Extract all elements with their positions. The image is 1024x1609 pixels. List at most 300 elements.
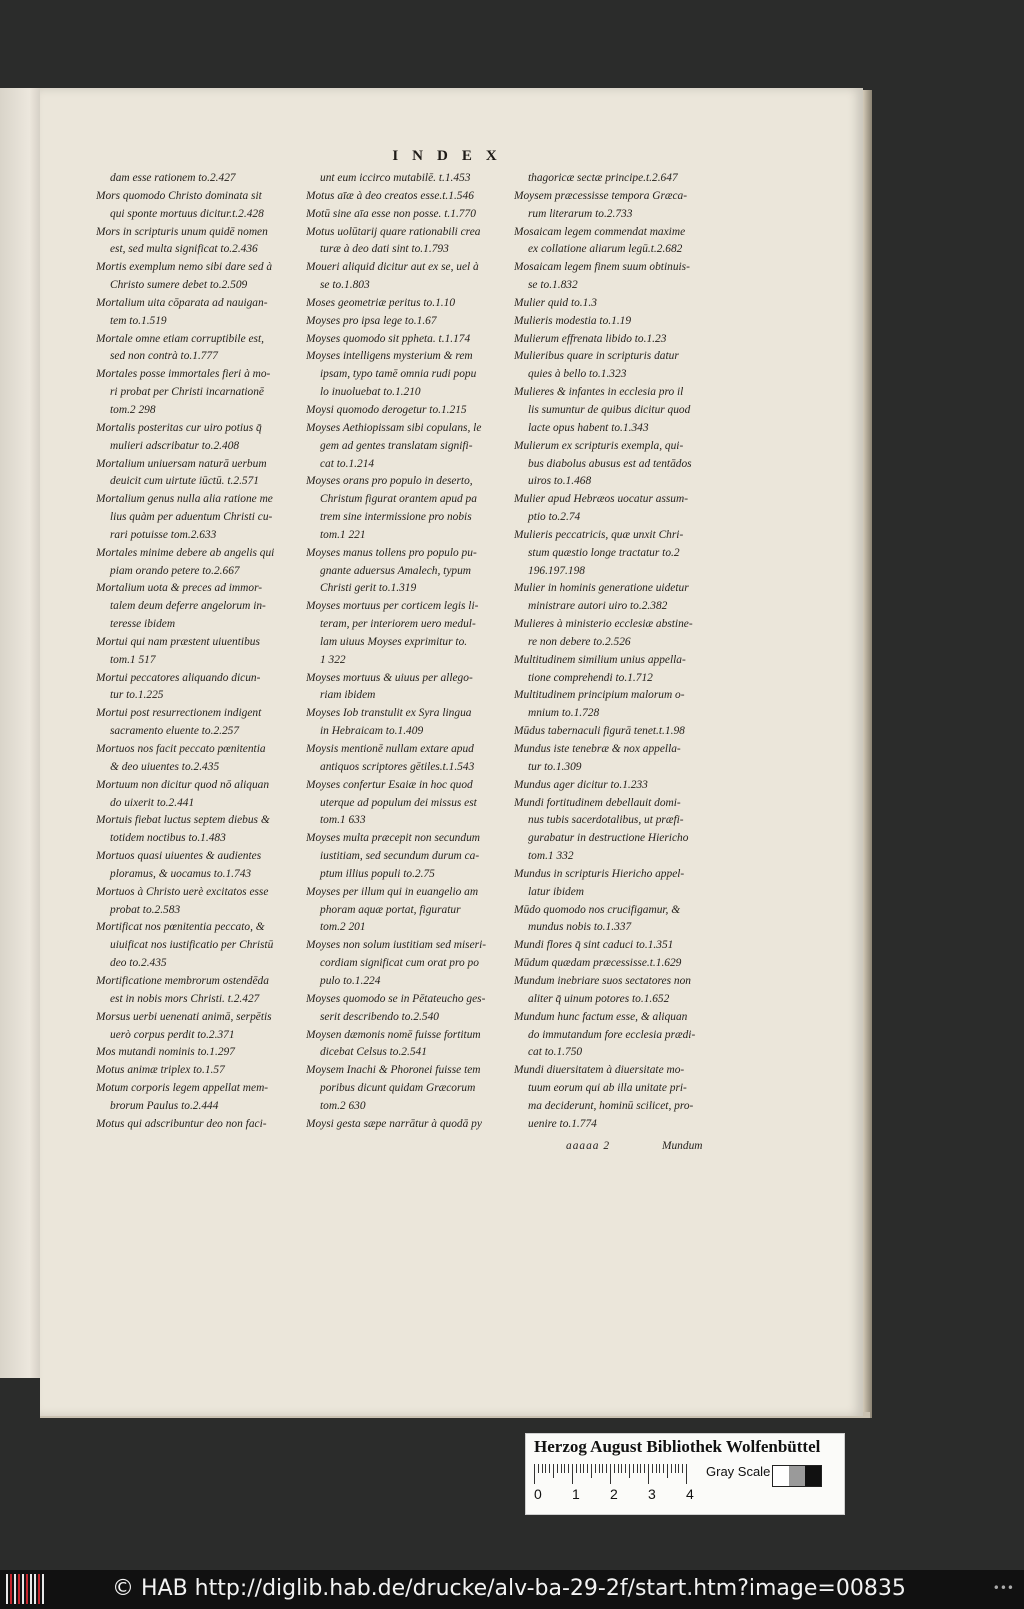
index-entry-line: Mortificat nos pœnitentia peccato, & xyxy=(96,921,265,934)
index-entry-line: Moyses quomodo se in Pētateucho ges- xyxy=(306,992,486,1005)
index-entry-line: aliter q̄ uinum potores to.1.652 xyxy=(528,992,670,1005)
index-entry xyxy=(514,331,712,349)
index-entry-line: Mundum inebriare suos sectatores non xyxy=(514,974,691,987)
index-entry xyxy=(306,170,504,188)
copyright-url[interactable]: © HAB http://diglib.hab.de/drucke/alv-ba-29-2f/start.htm?image=00835 xyxy=(112,1576,906,1601)
scale-tick xyxy=(644,1464,645,1473)
index-entry xyxy=(306,884,504,938)
index-entry-line: gem ad gentes translatam signifi- xyxy=(320,439,473,452)
index-entry-line: Mundi diuersitatem à diuersitate mo- xyxy=(514,1064,685,1077)
scale-tick xyxy=(553,1464,554,1478)
index-entry-line: Moysi gesta sæpe narrātur à quodā py xyxy=(306,1117,482,1130)
index-entry-line: Mundus in scripturis Hiericho appel- xyxy=(514,867,685,880)
index-entry xyxy=(514,955,712,973)
index-entry xyxy=(306,830,504,884)
index-entry-line: tom.1 221 xyxy=(320,528,366,541)
scale-tick xyxy=(618,1464,619,1473)
index-entry-line: tom.1 517 xyxy=(110,653,156,666)
index-entry-line: trem sine intermissione pro nobis xyxy=(320,511,472,524)
index-entry-line: cat to.1.214 xyxy=(320,457,375,470)
index-entry-line: Mortui qui nam præstent uiuentibus xyxy=(96,635,260,648)
index-entry xyxy=(306,670,504,706)
index-entry xyxy=(96,1080,294,1116)
index-entry xyxy=(96,634,294,670)
index-entry xyxy=(306,705,504,741)
index-entry-line: Mortale omne etiam corruptibile est, xyxy=(96,332,264,345)
index-entry xyxy=(306,937,504,991)
index-entry xyxy=(514,937,712,955)
index-entry xyxy=(514,741,712,777)
index-entry-line: antiquos scriptores gētiles.t.1.543 xyxy=(320,760,475,773)
index-entry-line: uterque ad populum dei missus est xyxy=(320,796,477,809)
scale-tick xyxy=(595,1464,596,1473)
index-entry xyxy=(96,188,294,224)
scale-tick xyxy=(640,1464,641,1473)
index-entry-line: Mulierum effrenata libido to.1.23 xyxy=(514,332,667,345)
index-entry xyxy=(306,402,504,420)
index-entry-line: ptio to.2.74 xyxy=(528,511,581,524)
scale-tick xyxy=(599,1464,600,1473)
index-entry-line: tione comprehendi to.1.712 xyxy=(528,671,653,684)
index-entry-line: Christum figurat orantem apud pa xyxy=(320,493,477,506)
index-entry xyxy=(306,313,504,331)
index-entry-line: Motus qui adscribuntur deo non faci- xyxy=(96,1117,267,1130)
index-entry-line: riam ibidem xyxy=(320,689,376,702)
index-entry-line: Mortificatione membrorum ostendēda xyxy=(96,974,269,987)
index-entry-line: Mundi flores q̄ sint caduci to.1.351 xyxy=(514,939,674,952)
index-entry-line: est in nobis mors Christi. t.2.427 xyxy=(110,992,260,1005)
index-entry xyxy=(306,331,504,349)
index-entry-line: lacte opus habent to.1.343 xyxy=(528,421,649,434)
scale-tick xyxy=(610,1464,611,1484)
index-entry-line: Mulieres à ministerio ecclesiæ abstine- xyxy=(514,618,693,631)
index-entry-line: Mortales posse immortales fieri à mo- xyxy=(96,368,271,381)
index-entry-line: Mulieris modestia to.1.19 xyxy=(514,314,632,327)
index-entry-line: piam orando petere to.2.667 xyxy=(110,564,240,577)
index-entry-line: Mulier apud Hebræos uocatur assum- xyxy=(514,493,689,506)
index-entry-line: qui sponte mortuus dicitur.t.2.428 xyxy=(110,207,264,220)
index-entry-line: mundus nobis to.1.337 xyxy=(528,921,632,934)
index-entry xyxy=(96,580,294,634)
scale-tick xyxy=(561,1464,562,1473)
index-entry-line: Motus animæ triplex to.1.57 xyxy=(96,1064,225,1077)
index-entry xyxy=(306,224,504,260)
gray-scale-label: Gray Scale xyxy=(706,1464,771,1479)
index-entry-line: latur ibidem xyxy=(528,885,585,898)
index-entry-line: Moyses mortuus per corticem legis li- xyxy=(306,600,479,613)
index-entry xyxy=(96,1044,294,1062)
index-entry xyxy=(96,741,294,777)
index-entry-line: Mors in scripturis unum quidē nomen xyxy=(96,225,268,238)
index-entry xyxy=(514,313,712,331)
index-entry-line: Moueri aliquid dicitur aut ex se, uel à xyxy=(306,261,479,274)
scale-tick xyxy=(564,1464,565,1473)
index-entry xyxy=(514,616,712,652)
index-entry xyxy=(514,902,712,938)
index-entry-line: Moses geometriæ peritus to.1.10 xyxy=(306,296,456,309)
index-column-2 xyxy=(306,170,504,1134)
index-entry-line: Christo sumere debet to.2.509 xyxy=(110,279,248,292)
index-entry xyxy=(306,206,504,224)
index-entry xyxy=(96,848,294,884)
index-entry-line: stum quæstio longe tractatur to.2 xyxy=(528,546,680,559)
index-entry-line: do immutandum fore ecclesia prædi- xyxy=(528,1028,696,1041)
index-entry xyxy=(96,456,294,492)
scale-tick xyxy=(633,1464,634,1473)
index-entry xyxy=(306,1062,504,1116)
index-entry xyxy=(514,973,712,1009)
index-entry-line: gnante aduersus Amalech, typum xyxy=(320,564,472,577)
index-entry-line: ex collatione aliarum legū.t.2.682 xyxy=(528,243,683,256)
scale-tick xyxy=(637,1464,638,1473)
index-entry-line: Mūdo quomodo nos crucifigamur, & xyxy=(514,903,681,916)
index-entry xyxy=(96,884,294,920)
index-entry-line: Mosaicam legem commendat maxime xyxy=(514,225,686,238)
index-entry xyxy=(514,866,712,902)
index-entry-line: Moysem præcessisse tempora Græca- xyxy=(514,189,688,202)
index-entry-line: lis sumuntur de quibus dicitur quod xyxy=(528,403,691,416)
index-entry-line: tom.1 633 xyxy=(320,814,366,827)
index-entry-line: Mortales minime debere ab angelis qui xyxy=(96,546,275,559)
index-entry-line: ipsam, typo tamē omnia rudi popu xyxy=(320,368,477,381)
index-entry-line: poribus dicunt quidam Græcorum xyxy=(320,1082,476,1095)
index-entry xyxy=(96,1009,294,1045)
signature-mark: aaaaa 2 xyxy=(566,1140,611,1152)
index-entry-line: est, sed multa significat to.2.436 xyxy=(110,243,258,256)
index-entry-line: Moyses non solum iustitiam sed miseri- xyxy=(306,939,487,952)
index-entry-line: Motus uolūtarij quare rationabili crea xyxy=(306,225,481,238)
index-entry-line: Mortui post resurrectionem indigent xyxy=(96,707,262,720)
scale-tick xyxy=(682,1464,683,1473)
library-name: Herzog August Bibliothek Wolfenbüttel xyxy=(534,1437,821,1456)
index-entry xyxy=(96,331,294,367)
index-entry xyxy=(306,777,504,831)
index-entry xyxy=(96,670,294,706)
index-entry-line: lo inuoluebat to.1.210 xyxy=(320,386,421,399)
index-entry-line: ptum illius populi to.2.75 xyxy=(320,867,435,880)
index-entry xyxy=(96,295,294,331)
index-entry xyxy=(96,1116,294,1134)
scale-tick xyxy=(580,1464,581,1473)
index-entry-line: uenire to.1.774 xyxy=(528,1117,597,1130)
scale-tick xyxy=(686,1464,687,1484)
scale-tick xyxy=(576,1464,577,1473)
index-entry-line: Moyses Iob transtulit ex Syra lingua xyxy=(306,707,472,720)
index-entry-line: 1 322 xyxy=(320,653,346,666)
index-entry-line: thagoricæ sectæ principe.t.2.647 xyxy=(528,172,678,184)
index-column-1 xyxy=(96,170,294,1134)
index-entry-line: probat to.2.583 xyxy=(110,903,181,916)
index-entry-line: Morsus uerbi uenenati animā, serpētis xyxy=(96,1010,272,1023)
index-entry xyxy=(514,348,712,384)
index-entry-line: re non debere to.2.526 xyxy=(528,635,631,648)
scale-tick xyxy=(606,1464,607,1473)
scale-tick xyxy=(557,1464,558,1473)
index-entry-line: Mos mutandi nominis to.1.297 xyxy=(96,1046,235,1059)
index-entry-line: unt eum iccirco mutabilē. t.1.453 xyxy=(320,172,471,184)
index-entry xyxy=(96,777,294,813)
index-entry xyxy=(96,705,294,741)
index-entry-line: iustitiam, sed secundum durum ca- xyxy=(320,850,480,863)
index-entry xyxy=(306,188,504,206)
index-entry-line: tem to.1.519 xyxy=(110,314,167,327)
index-entry-line: Mortalium uita cōparata ad nauigan- xyxy=(96,296,268,309)
index-entry xyxy=(514,491,712,527)
index-entry-line: brorum Paulus to.2.444 xyxy=(110,1099,219,1112)
index-entry-line: Mulier in hominis generatione uidetur xyxy=(514,582,689,595)
index-entry-line: quies à bello to.1.323 xyxy=(528,368,627,381)
index-entry xyxy=(306,259,504,295)
index-entry-line: ma deciderunt, hominū scilicet, pro- xyxy=(528,1099,694,1112)
index-entry xyxy=(514,224,712,260)
measurement-scale xyxy=(534,1464,694,1484)
index-entry-line: Mortalis posteritas cur uiro potius q̄ xyxy=(96,421,262,434)
index-entry xyxy=(306,420,504,474)
index-entry-line: bus diabolus abusus est ad tentādos xyxy=(528,457,692,470)
index-entry-line: mnium to.1.728 xyxy=(528,707,600,720)
index-entry xyxy=(306,348,504,402)
index-entry xyxy=(96,366,294,420)
scale-tick xyxy=(629,1464,630,1478)
index-entry xyxy=(514,384,712,438)
index-entry-line: teresse ibidem xyxy=(110,618,176,631)
index-entry-line: dam esse rationem to.2.427 xyxy=(110,172,236,184)
index-entry-line: teram, per interiorem uero medul- xyxy=(320,618,476,631)
index-entry-line: Moyses manus tollens pro populo pu- xyxy=(306,546,477,559)
index-entry-line: Moyses confertur Esaiæ in hoc quod xyxy=(306,778,473,791)
index-entry-line: Moyses multa præcepit non secundum xyxy=(306,832,480,845)
index-entry-line: Moysi quomodo derogetur to.1.215 xyxy=(306,403,467,416)
index-entry-line: sacramento eluente to.2.257 xyxy=(110,725,240,738)
index-entry-line: Mortalium uota & preces ad immor- xyxy=(96,582,263,595)
index-entry-line: Mortuos à Christo uerè excitatos esse xyxy=(96,885,269,898)
index-entry-line: deuicit cum uirtute iūctū. t.2.571 xyxy=(110,475,260,488)
index-entry-line: Moyses quomodo sit ppheta. t.1.174 xyxy=(306,332,471,345)
index-entry-line: tom.2 630 xyxy=(320,1099,366,1112)
facing-page-edge xyxy=(0,88,42,1378)
scale-numbers xyxy=(534,1486,714,1504)
scale-tick xyxy=(572,1464,573,1484)
index-entry xyxy=(514,723,712,741)
index-entry-line: phoram aquæ portat, figuratur xyxy=(320,903,461,916)
index-entry-line: Mundum hunc factum esse, & aliquan xyxy=(514,1010,688,1023)
scale-tick xyxy=(678,1464,679,1473)
book-page xyxy=(40,88,863,1416)
index-entry-line: cat to.1.750 xyxy=(528,1046,583,1059)
index-entry xyxy=(514,170,712,188)
index-entry xyxy=(306,741,504,777)
scale-tick xyxy=(545,1464,546,1473)
index-entry-line: & deo uiuentes to.2.435 xyxy=(110,760,220,773)
gray-scale-swatch xyxy=(772,1465,822,1487)
scale-tick xyxy=(648,1464,649,1484)
index-entry xyxy=(514,295,712,313)
scale-tick xyxy=(538,1464,539,1473)
scale-tick xyxy=(568,1464,569,1473)
index-entry-line: Mulieris peccatricis, quæ unxit Chri- xyxy=(514,528,684,541)
index-entry-line: dicebat Celsus to.2.541 xyxy=(320,1046,427,1059)
index-entry-line: nus tubis sacerdotalibus, ut præfi- xyxy=(528,814,684,827)
index-entry xyxy=(306,545,504,599)
index-entry xyxy=(514,652,712,688)
index-entry xyxy=(96,491,294,545)
catchword: Mundum xyxy=(662,1140,703,1152)
scale-tick xyxy=(591,1464,592,1478)
index-entry xyxy=(306,1116,504,1134)
scale-tick xyxy=(583,1464,584,1473)
index-entry-line: Mortuos quasi uiuentes & audientes xyxy=(96,850,262,863)
index-entry-line: se to.1.832 xyxy=(528,279,578,292)
scale-tick xyxy=(587,1464,588,1473)
more-icon[interactable]: ••• xyxy=(992,1581,1014,1595)
index-entry-line: uerò corpus perdit to.2.371 xyxy=(110,1028,235,1041)
index-entry xyxy=(96,170,294,188)
scale-tick xyxy=(667,1464,668,1478)
index-entry-line: serit describendo to.2.540 xyxy=(320,1010,439,1023)
index-entry-line: Mundus ager dicitur to.1.233 xyxy=(514,778,648,791)
index-entry-line: rum literarum to.2.733 xyxy=(528,207,633,220)
index-entry xyxy=(514,527,712,581)
index-entry-line: Mūdum quædam præcessisse.t.1.629 xyxy=(514,957,682,970)
page-title: INDEX xyxy=(392,148,511,164)
index-entry-line: tom.2 201 xyxy=(320,921,366,934)
index-entry xyxy=(514,259,712,295)
scale-number: 0 xyxy=(534,1486,542,1502)
index-entry-line: uiuificat nos iustificatio per Christū xyxy=(110,939,274,952)
scale-tick xyxy=(656,1464,657,1473)
index-entry xyxy=(96,545,294,581)
index-entry xyxy=(306,991,504,1027)
index-entry-line: Mortuum non dicitur quod nō aliquan xyxy=(96,778,270,791)
index-entry xyxy=(514,1009,712,1063)
scale-number: 4 xyxy=(686,1486,694,1502)
scale-number: 1 xyxy=(572,1486,580,1502)
index-entry xyxy=(514,580,712,616)
index-entry-line: Moyses orans pro populo in deserto, xyxy=(306,475,473,488)
index-entry-line: Mulierum ex scripturis exempla, qui- xyxy=(514,439,684,452)
index-entry-line: lam uiuus Moyses exprimitur to. xyxy=(320,635,468,648)
index-entry-line: Motus aīæ à deo creatos esse.t.1.546 xyxy=(306,189,474,202)
index-entry-line: tur to.1.309 xyxy=(528,760,582,773)
index-entry-line: tur to.1.225 xyxy=(110,689,164,702)
index-entry-line: in Hebraicam to.1.409 xyxy=(320,725,424,738)
index-entry-line: se to.1.803 xyxy=(320,279,370,292)
index-entry-line: tom.2 298 xyxy=(110,403,156,416)
index-entry-line: tuum eorum qui ab illa unitate pri- xyxy=(528,1082,687,1095)
scale-tick xyxy=(542,1464,543,1473)
index-entry xyxy=(514,687,712,723)
index-entry xyxy=(306,598,504,669)
index-entry-line: Mundi fortitudinem debellauit domi- xyxy=(514,796,681,809)
index-entry-line: Mortis exemplum nemo sibi dare sed à xyxy=(96,261,273,274)
index-entry-line: ri probat per Christi incarnationē xyxy=(110,386,264,399)
index-entry-line: Christi gerit to.1.319 xyxy=(320,582,417,595)
scale-tick xyxy=(534,1464,535,1484)
scale-tick xyxy=(675,1464,676,1473)
scale-tick xyxy=(659,1464,660,1473)
scale-number: 2 xyxy=(610,1486,618,1502)
scale-number: 3 xyxy=(648,1486,656,1502)
index-entry xyxy=(96,919,294,973)
color-reference-card xyxy=(525,1433,845,1515)
index-entry-line: Mortalium genus nulla alia ratione me xyxy=(96,493,273,506)
index-entry xyxy=(514,188,712,224)
index-entry-line: Moyses mortuus & uiuus per allego- xyxy=(306,671,473,684)
index-entry-line: turæ à deo dati sint to.1.793 xyxy=(320,243,449,256)
scale-tick xyxy=(621,1464,622,1473)
scale-tick xyxy=(671,1464,672,1473)
index-entry xyxy=(514,1062,712,1133)
index-entry-line: Mundus iste tenebræ & nox appella- xyxy=(514,743,681,755)
index-entry xyxy=(514,795,712,866)
index-entry xyxy=(514,438,712,492)
index-entry-line: tom.1 332 xyxy=(528,850,574,863)
scale-tick xyxy=(602,1464,603,1473)
index-entry-line: Mortui peccatores aliquando dicun- xyxy=(96,671,261,684)
index-entry-line: Moyses Aethiopissam sibi copulans, le xyxy=(306,421,482,434)
index-entry-line: Mortuos nos facit peccato pœnitentia xyxy=(96,743,266,755)
index-entry-line: rari potuisse tom.2.633 xyxy=(110,528,217,541)
index-entry-line: Motum corporis legem appellat mem- xyxy=(96,1082,269,1095)
index-entry-line: Mulieres & infantes in ecclesia pro il xyxy=(514,386,684,399)
index-entry-line: Mors quomodo Christo dominata sit xyxy=(96,189,262,202)
index-entry-line: sed non contrà to.1.777 xyxy=(110,350,218,363)
hab-logo-icon xyxy=(6,1574,44,1604)
index-entry-line: uiros to.1.468 xyxy=(528,475,592,488)
index-column-3 xyxy=(514,170,712,1134)
scale-tick xyxy=(614,1464,615,1473)
index-entry-line: Mosaicam legem finem suum obtinuis- xyxy=(514,261,690,274)
index-entry xyxy=(96,224,294,260)
index-entry-line: Moysem Inachi & Phoronei fuisse tem xyxy=(306,1064,481,1077)
index-entry xyxy=(306,473,504,544)
index-entry-line: Motū sine aīa esse non posse. t.1.770 xyxy=(306,207,476,220)
scale-tick xyxy=(625,1464,626,1473)
index-entry-line: ploramus, & uocamus to.1.743 xyxy=(110,867,252,880)
index-entry-line: Moyses pro ipsa lege to.1.67 xyxy=(306,314,437,327)
index-entry-line: pulo to.1.224 xyxy=(320,974,381,987)
index-entry-line: Moysis mentionē nullam extare apud xyxy=(306,743,474,755)
scale-tick xyxy=(652,1464,653,1473)
index-entry-line: Moyses per illum qui in euangelio am xyxy=(306,885,479,898)
index-entry xyxy=(96,1062,294,1080)
index-entry xyxy=(514,777,712,795)
index-entry xyxy=(96,259,294,295)
index-entry-line: talem deum deferre angelorum in- xyxy=(110,600,266,613)
index-entry-line: do uixerit to.2.441 xyxy=(110,796,195,809)
index-entry xyxy=(96,973,294,1009)
index-entry-line: Mulieribus quare in scripturis datur xyxy=(514,350,679,363)
index-entry xyxy=(96,420,294,456)
index-entry-line: totidem noctibus to.1.483 xyxy=(110,832,226,845)
index-entry-line: Mūdus tabernaculi figurā tenet.t.1.98 xyxy=(514,725,685,738)
index-entry-line: cordiam significat cum orat pro po xyxy=(320,957,479,970)
index-entry-line: Moysen dæmonis nomē fuisse fortitum xyxy=(306,1028,481,1041)
scale-tick xyxy=(663,1464,664,1473)
index-entry-line: Mortuis fiebat luctus septem diebus & xyxy=(96,814,270,827)
index-entry-line: deo to.2.435 xyxy=(110,957,167,970)
footer-bar xyxy=(0,1570,1024,1609)
scale-tick xyxy=(549,1464,550,1473)
index-entry-line: Mortalium uniuersam naturā uerbum xyxy=(96,457,267,470)
index-entry-line: Multitudinem principium malorum o- xyxy=(514,689,685,702)
index-entry-line: Mulier quid to.1.3 xyxy=(514,296,597,309)
index-entry-line: ministrare autori uiro to.2.382 xyxy=(528,600,668,613)
index-entry-line: mulieri adscribatur to.2.408 xyxy=(110,439,240,452)
index-entry-line: lius quàm per aduentum Christi cu- xyxy=(110,511,273,524)
index-entry-line: 196.197.198 xyxy=(528,564,585,577)
index-entry-line: Multitudinem similium unius appella- xyxy=(514,653,686,666)
